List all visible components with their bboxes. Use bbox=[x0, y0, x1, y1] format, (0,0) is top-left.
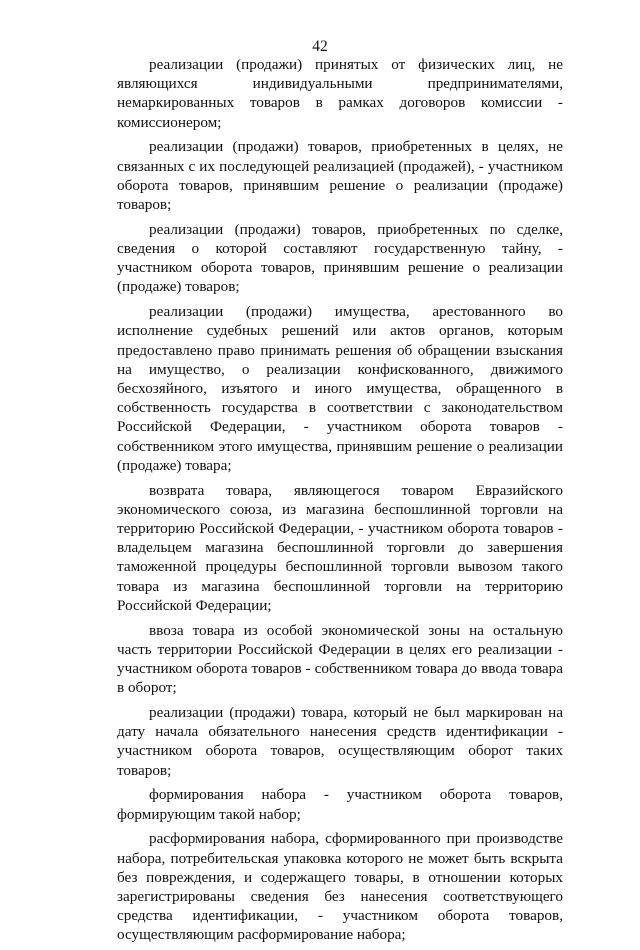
page-number: 42 bbox=[312, 38, 328, 55]
paragraph-non-resale-goods: реализации (продажи) товаров, приобретенных в целях, не связанных с их последующей реализацией (продажей), - участником оборота товаров, принявшим решение о реализации (продаже) товаров; bbox=[117, 138, 563, 214]
paragraph-special-economic-zone: ввоза товара из особой экономической зоны на остальную часть территории Российской Федерации в целях его реализации - участником оборота товаров - собственником товара до ввода товара в оборот; bbox=[117, 621, 563, 697]
document-body bbox=[117, 55, 563, 950]
paragraph-set-disbanding: расформирования набора, сформированного при производстве набора, потребительская упаковка которого не может быть вскрыта без повреждения, и содержащего товары, в отношении которых зарегистрированы сведения без нанесения соответствующего средства идентификации, - участником оборота товаров, осуществляющим расформирование набора; bbox=[117, 830, 563, 944]
paragraph-duty-free-return: возврата товара, являющегося товаром Евразийского экономического союза, из магазина беспошлинной торговли на территорию Российской Федерации, - участником оборота товаров - владельцем магазина беспошлинной торговли до завершения таможенной процедуры беспошлинной торговли вывозом такого товара из магазина беспошлинной торговли на территорию Российской Федерации; bbox=[117, 481, 563, 614]
paragraph-state-secret-goods: реализации (продажи) товаров, приобретенных по сделке, сведения о которой составляют государственную тайну, - участником оборота товаров, принявшим решение о реализации (продаже) товаров; bbox=[117, 220, 563, 296]
paragraph-unmarked-goods: реализации (продажи) товара, который не был маркирован на дату начала обязательного нанесения средств идентификации - участником оборота товаров, осуществляющим оборот таких товаров; bbox=[117, 704, 563, 779]
paragraph-set-forming: формирования набора - участником оборота товаров, формирующим такой набор; bbox=[117, 786, 563, 823]
paragraph-commission-sales: реализации (продажи) принятых от физических лиц, не являющихся индивидуальными предпринимателями, немаркированных товаров в рамках договоров комиссии - комиссионером; bbox=[117, 56, 563, 131]
paragraph-arrested-property: реализации (продажи) имущества, арестованного во исполнение судебных решений или актов органов, которым предоставлено право принимать решения об обращении взыскания на имущество, о реализации конфискованного, движимого бесхозяйного, изъятого и иного имущества, обращенного в собственность государства в соответствии с законодательством Российской Федерации, - участником оборота товаров - собственником этого имущества, принявшим решение о реализации (продаже) товара; bbox=[117, 303, 563, 474]
